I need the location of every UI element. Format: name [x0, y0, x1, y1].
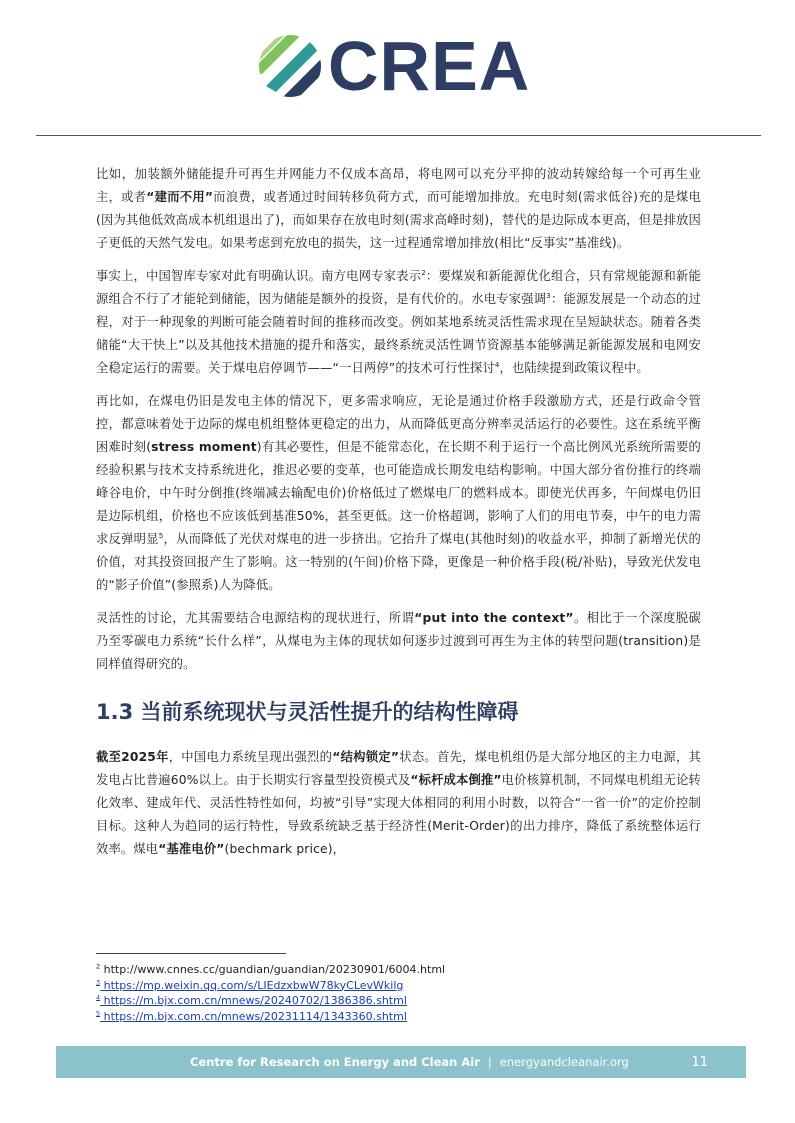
paragraph-4: 灵活性的讨论，尤其需要结合电源结构的现状进行，所谓“put into the context”。相比于一个深度脱碳乃至零碳电力系统“长什么样”，从煤电为主体的现状如何逐步过渡到可再生为主体的转型问题(transition)是同样值得研究的。 — [96, 611, 701, 671]
header-divider — [36, 135, 761, 136]
page-footer — [56, 1046, 746, 1078]
footnote-ref: 5 — [158, 531, 164, 540]
section-number: 1.3 — [96, 700, 134, 724]
page-number: 11 — [691, 1054, 708, 1070]
section-heading — [96, 696, 701, 728]
footnote-5-link[interactable]: https://m.bjx.com.cn/mnews/20231114/1343360.shtml — [100, 1009, 407, 1023]
footnote-3[interactable]: $^3$ https://mp.weixin.qq.com/s/LIEdzxbwW78kyCLevWkilg — [96, 977, 404, 992]
paragraph-1: 比如，加装额外储能提升可再生并网能力不仅成本高昂，将电网可以充分平抑的波动转嫁给每一个可再生业主，或者“建而不用”而浪费，或者通过时间转移负荷方式，而可能增加排放。充电时刻(需求低谷)充的是煤电(因为其他低效高成本机组退出了)，而如果存在放电时刻(需求高峰时刻)，替代的是边际成本更高，但是排放因子更低的天然气发电。如果考虑到充放电的损失，这一过程通常增加排放(相比“反事实”基准线)。 — [96, 167, 701, 250]
footer-url[interactable]: energyandcleanair.org — [499, 1055, 629, 1069]
section-title: 当前系统现状与灵活性提升的结构性障碍 — [140, 700, 519, 724]
crea-logo-text: CREA — [328, 27, 531, 105]
footnote-4-link[interactable]: https://m.bjx.com.cn/mnews/20240702/1386386.shtml — [100, 994, 407, 1007]
footnote-4[interactable]: $^4$ https://m.bjx.com.cn/mnews/20240702/1386386.shtml — [96, 993, 407, 1007]
crea-logo — [258, 27, 531, 105]
footnote-divider — [96, 953, 286, 954]
footnote-2-text: http://www.cnnes.cc/guandian/guandian/20230901/6004.html — [100, 963, 446, 976]
footnote-ref: 4 — [494, 360, 500, 369]
footnote-ref: 2 — [421, 268, 426, 277]
footnote-ref: 3 — [546, 291, 551, 300]
footer-separator: | — [487, 1055, 492, 1069]
footnote-2: $^2$ http://www.cnnes.cc/guandian/guandian/20230901/6004.html — [96, 962, 446, 976]
paragraph-2: 事实上，中国智库专家对此有明确认识。南方电网专家表示$^2$：要煤炭和新能源优化组合，只有常规能源和新能源组合不行了才能轮到储能，因为储能是额外的投资，是有代价的。水电专家强调$^3$：能源发展是一个动态的过程，对于一种现象的判断可能会随着时间的推移而改变。例如某地系统灵活性需求现在呈短缺状态。随着各类储能“大干快上”以及其他技术措施的提升和落实，最终系统灵活性调节资源基本能够满足新能源发展和电网安全稳定运行的需要。关于煤电启停调节——“一日两停”的技术可行性探讨$^4$，也陆续提到政策议程中。 — [96, 268, 701, 375]
footnote-3-link[interactable]: https://mp.weixin.qq.com/s/LIEdzxbwW78kyCLevWkilg — [100, 978, 404, 992]
paragraph-3: 再比如，在煤电仍旧是发电主体的情况下，更多需求响应，无论是通过价格手段激励方式，还是行政命令管控，都意味着处于边际的煤电机组整体更稳定的出力，从而降低更高分辨率灵活运行的必要性。这在系统平衡困难时刻(stress moment)有其必要性，但是不能常态化，在长期不利于运行一个高比例风光系统所需要的经验积累与技术支持系统进化，推迟必要的变革，也可能造成长期发电结构影响。中国大部分省份推行的终端峰谷电价，中午时分倒推(终端减去输配电价)价格低过了燃煤电厂的燃料成本。即使光伏再多，午间煤电仍旧是边际机组，价格也不应该低到基准50%，甚至更低。这一价格超调，影响了人们的用电节奏，中午的电力需求反弹明显$^5$，从而降低了光伏对煤电的进一步挤出。它抬升了煤电(其他时刻)的收益水平，抑制了新增光伏的价值，对其投资回报产生了影响。这一特别的(午间)价格下降，更像是一种价格手段(税/补贴)，导致光伏发电的“影子价值”(参照系)人为降低。 — [96, 394, 701, 592]
footnotes — [96, 962, 696, 1024]
page-content — [96, 163, 701, 871]
paragraph-5: 截至2025年，中国电力系统呈现出强烈的“结构锁定”状态。首先，煤电机组仍是大部分地区的主力电源，其发电占比普遍60%以上。由于长期实行容量型投资模式及“标杆成本倒推”电价核算机制，不同煤电机组无论转化效率、建成年代、灵活性特性如何，均被“引导”实现大体相同的利用小时数，以符合“一省一价”的定价控制目标。这种人为趋同的运行特性，导致系统缺乏基于经济性(Merit-Order)的出力排序，降低了系统整体运行效率。煤电“基准电价”(bechmark price)， — [96, 750, 702, 856]
crea-logo-mark-icon — [258, 34, 322, 98]
footnote-5[interactable]: $^5$ https://m.bjx.com.cn/mnews/20231114/1343360.shtml — [96, 1008, 407, 1023]
footer-org-name: Centre for Research on Energy and Clean Air — [190, 1055, 480, 1069]
